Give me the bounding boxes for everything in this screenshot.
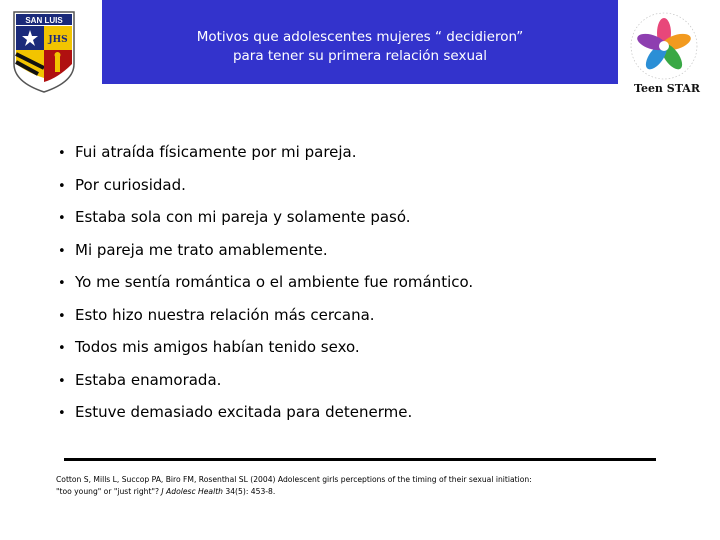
title-line-1: Motivos que adolescentes mujeres “ decidieron” (196, 29, 524, 45)
list-item: • Estaba enamorada. (58, 366, 473, 399)
citation-line-2-end: 34(5): 453-8. (222, 487, 276, 496)
reasons-list (58, 138, 473, 431)
bullet-icon: • (58, 211, 66, 226)
citation-line-2-start: "too young" or "just right"? (56, 487, 162, 496)
list-item: • Yo me sentía romántica o el ambiente fue romántico. (58, 268, 473, 301)
slide-title (102, 0, 618, 84)
bullet-icon: • (58, 276, 66, 291)
bullet-icon: • (58, 373, 66, 389)
bullet-icon: • (58, 243, 66, 259)
citation (56, 474, 666, 498)
list-item: • Estuve demasiado excitada para detenerme. (58, 398, 473, 431)
logo-left-top-text: SAN LUIS (25, 16, 63, 25)
school-shield-logo-icon (10, 8, 78, 94)
logo-left-monogram: JHS (48, 35, 68, 45)
list-item: • Esto hizo nuestra relación más cercana. (58, 301, 473, 334)
bullet-icon: • (58, 341, 66, 356)
divider (64, 458, 656, 461)
citation-line-1: Cotton S, Mills L, Succop PA, Biro FM, Rosenthal SL (2004) Adolescent girls perceptions of the timing of their sexual initiation: (56, 475, 532, 484)
list-item: • Por curiosidad. (58, 171, 473, 204)
citation-journal: J Adolesc Health (161, 487, 223, 496)
bullet-icon: • (58, 178, 66, 194)
list-item: • Mi pareja me trato amablemente. (58, 236, 473, 269)
bullet-icon: • (58, 406, 66, 421)
list-item: • Estaba sola con mi pareja y solamente pasó. (58, 203, 473, 236)
list-item: • Todos mis amigos habían tenido sexo. (58, 333, 473, 366)
list-item: • Fui atraída físicamente por mi pareja. (58, 138, 473, 171)
bullet-icon: • (58, 146, 66, 161)
bullet-icon: • (58, 308, 66, 324)
teen-star-label: Teen STAR (634, 82, 700, 95)
title-line-2: para tener su primera relación sexual (232, 48, 488, 64)
